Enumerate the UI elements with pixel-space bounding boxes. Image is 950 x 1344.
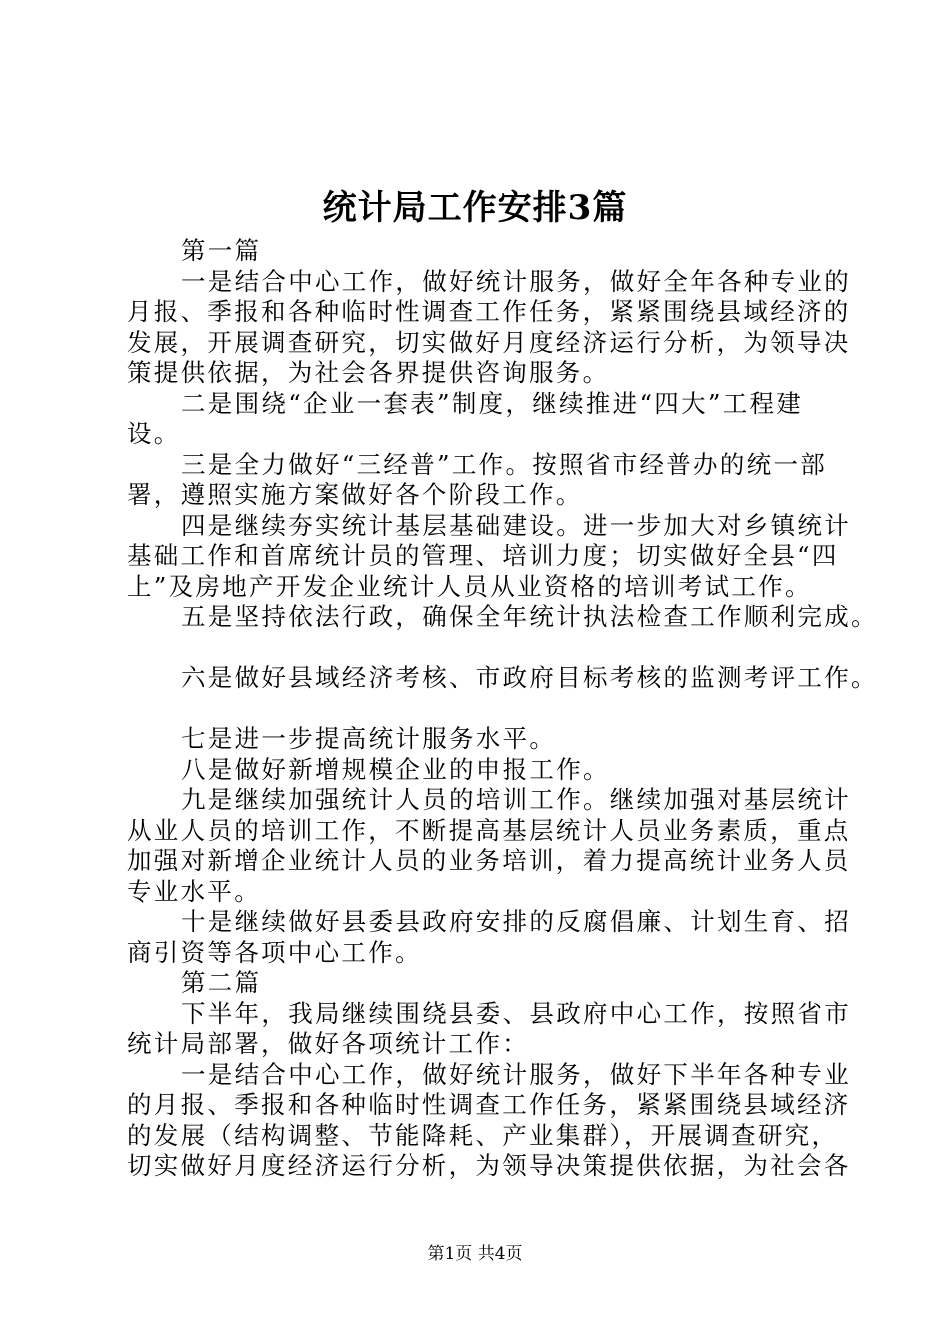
paragraph-line: 发展，开展调查研究，切实做好月度经济运行分析，为领导决 — [127, 327, 851, 357]
paragraph-line: 上”及房地产开发企业统计人员从业资格的培训考试工作。 — [127, 571, 812, 601]
document-body — [127, 236, 878, 1182]
paragraph-line: 加强对新增企业统计人员的业务培训，着力提高统计业务人员 — [127, 846, 851, 875]
paragraph-line: 月报、季报和各种临时性调查工作任务，紧紧围绕县域经济的 — [127, 297, 851, 326]
section-heading: 第一篇 — [181, 236, 262, 265]
paragraph-line: 商引资等各项中心工作。 — [127, 937, 422, 967]
paragraph-line: 八是做好新增规模企业的申报工作。 — [181, 754, 610, 784]
paragraph-line: 二是围绕“企业一套表”制度，继续推进“四大”工程建 — [181, 388, 804, 418]
paragraph-line: 策提供依据，为社会各界提供咨询服务。 — [127, 358, 610, 387]
paragraph-line: 下半年，我局继续围绕县委、县政府中心工作，按照省市 — [181, 998, 851, 1028]
document-title: 统计局工作安排3篇 — [322, 188, 628, 228]
paragraph-line: 一是结合中心工作，做好统计服务，做好全年各种专业的 — [181, 266, 851, 296]
blank-line — [127, 694, 837, 725]
page-number-footer: 第1页 共4页 — [427, 1244, 523, 1264]
paragraph-line: 从业人员的培训工作，不断提高基层统计人员业务素质，重点 — [127, 815, 851, 845]
paragraph-line: 设。 — [127, 419, 181, 448]
paragraph-line: 一是结合中心工作，做好统计服务，做好下半年各种专业 — [181, 1059, 851, 1089]
paragraph-line: 五是坚持依法行政，确保全年统计执法检查工作顺利完成。 — [181, 602, 878, 631]
paragraph-line: 十是继续做好县委县政府安排的反腐倡廉、计划生育、招 — [181, 907, 851, 936]
paragraph-line: 基础工作和首席统计员的管理、培训力度；切实做好全县“四 — [127, 541, 839, 570]
paragraph-line: 九是继续加强统计人员的培训工作。继续加强对基层统计 — [181, 785, 851, 814]
paragraph-line: 切实做好月度经济运行分析，为领导决策提供依据，为社会各 — [127, 1151, 851, 1180]
paragraph-line: 专业水平。 — [127, 876, 261, 906]
paragraph-line: 四是继续夯实统计基层基础建设。进一步加大对乡镇统计 — [181, 510, 851, 540]
paragraph-line: 署，遵照实施方案做好各个阶段工作。 — [127, 480, 583, 509]
paragraph-line: 三是全力做好“三经普”工作。按照省市经普办的统一部 — [181, 449, 828, 479]
blank-line — [127, 633, 837, 664]
paragraph-line: 七是进一步提高统计服务水平。 — [181, 724, 557, 753]
paragraph-line: 的发展（结构调整、节能降耗、产业集群），开展调查研究， — [127, 1120, 839, 1150]
paragraph-line: 六是做好县域经济考核、市政府目标考核的监测考评工作。 — [181, 663, 878, 692]
section-heading: 第二篇 — [181, 968, 262, 997]
paragraph-line: 的月报、季报和各种临时性调查工作任务，紧紧围绕县域经济 — [127, 1090, 851, 1119]
paragraph-line: 统计局部署，做好各项统计工作： — [127, 1029, 529, 1058]
